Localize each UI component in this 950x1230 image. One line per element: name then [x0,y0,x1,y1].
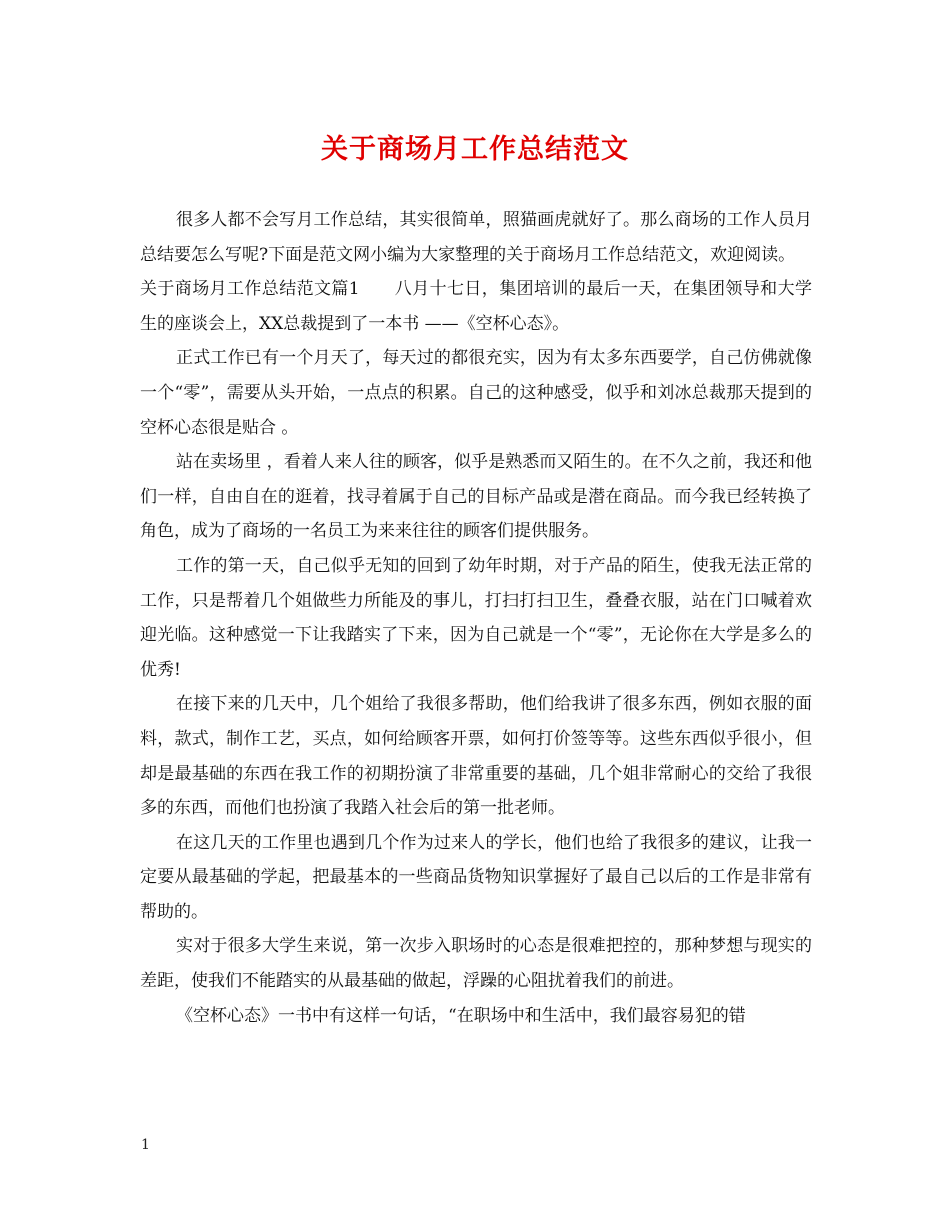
paragraph-body: 《空杯心态》一书中有这样一句话，“在职场中和生活中，我们最容易犯的错 [176,1005,746,1026]
document-title: 关于商场月工作总结范文 [321,134,629,165]
page-number: 1 [141,1137,150,1153]
paragraph-body: 工作的第一天，自己似乎无知的回到了幼年时期，对于产品的陌生，使我无法正常的工作，只是帮着几个姐做些力所能及的事儿，打扫打扫卫生，叠叠衣服，站在门口喊着欢迎光临。这种感觉一下让我踏实了下来，因为自己就是一个“零”，无论你在大学是多么的优秀! [140,555,812,680]
paragraph-body: 实对于很多大学生来说，第一次步入职场时的心态是很难把控的，那种梦想与现实的差距，使我们不能踏实的从最基础的做起，浮躁的心阻扰着我们的前进。 [140,936,812,992]
paragraph-section-heading: 关于商场月工作总结范文篇1 八月十七日，集团培训的最后一天，在集团领导和大学生的座谈会上，XX总裁提到了一本书 ——《空杯心态》。 [140,279,812,334]
paragraph-body: 站在卖场里 ，看着人来人往的顾客，似乎是熟悉而又陌生的。在不久之前，我还和他们一样，自由自在的逛着，找寻着属于自己的目标产品或是潜在商品。而今我已经转换了角色，成为了商场的一名员工为来来往往的顾客们提供服务。 [140,452,812,542]
paragraph-body: 在接下来的几天中，几个姐给了我很多帮助，他们给我讲了很多东西，例如衣服的面料，款式，制作工艺，买点，如何给顾客开票，如何打价签等等。这些东西似乎很小，但却是最基础的东西在我工作的初期扮演了非常重要的基础，几个姐非常耐心的交给了我很多的东西，而他们也扮演了我踏入社会后的第一批老师。 [140,694,812,819]
document-body [140,203,812,1033]
paragraph-body: 正式工作已有一个月天了，每天过的都很充实，因为有太多东西要学，自己仿佛就像一个“零”，需要从头开始，一点点的积累。自己的这种感受，似乎和刘冰总裁那天提到的空杯心态很是贴合 。 [140,348,812,438]
paragraph-intro: 很多人都不会写月工作总结，其实很简单，照猫画虎就好了。那么商场的工作人员月总结要怎么写呢?下面是范文网小编为大家整理的关于商场月工作总结范文，欢迎阅读。 [140,210,812,265]
paragraph-body: 在这几天的工作里也遇到几个作为过来人的学长，他们也给了我很多的建议，让我一定要从最基础的学起，把最基本的一些商品货物知识掌握好了最自己以后的工作是非常有帮助的。 [140,832,812,922]
